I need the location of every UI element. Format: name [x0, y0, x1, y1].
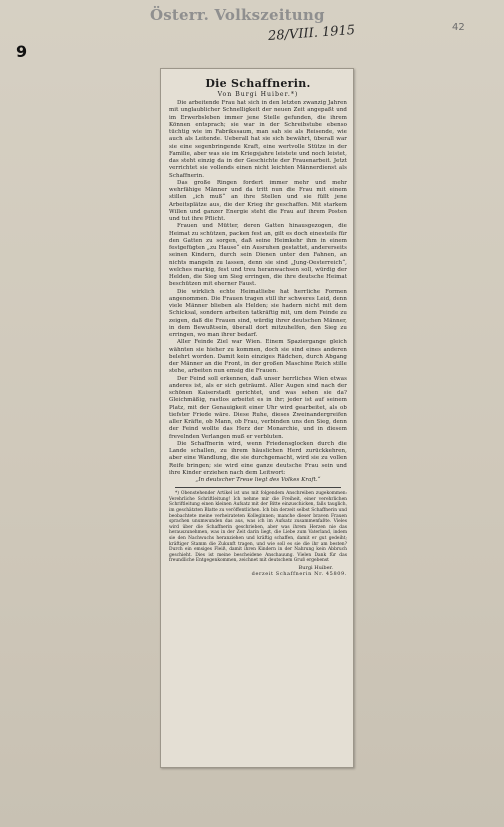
handwritten-date: 28/VIII. 1915 [267, 22, 356, 45]
article-paragraph: Das große Ringen fordert immer mehr und mehr wehrfähige Männer und da tritt nun die Frau mit einem stillen „ich muß“ an ihre Stellen und sie füllt jene Arbeitsplätze aus, die der Krieg ihr geschaffen. Mit starkem Willen und ganzer Energie steht die Frau auf ihrem Posten und tut ihre Pflicht. [169, 179, 347, 222]
article-paragraph: Die arbeitende Frau hat sich in den letzten zwanzig Jahren mit unglaublicher Schnelligkeit der neuen Zeit angepaßt und im Erwerbsleben immer jene Stelle gefunden, die ihrem Können entsprach; sie war in der Schreibstube ebenso tüchtig wie im Fabrikssaum, man sah sie als Reisende, wie auch als Leitende. Ueberall hat sie sich bewährt, überall war sie eine segenbringende Kraft, eine wertvolle Stütze in der Familie, aber was sie im Kriegsjahre leistete und noch leistet, das steht einzig da in der Geschichte der Frauenarbeit. Jetzt verrichtet sie vollends einen nicht leichten Männerdienst als Schaffnerin. [169, 100, 347, 179]
article-title: Die Schaffnerin. [205, 77, 311, 90]
article-motto: „In deutscher Treue liegt des Volkes Kraft.“ [195, 477, 321, 483]
article-byline: Von Burgi Huiber.*) [217, 91, 299, 98]
article-footnote [169, 491, 347, 564]
newspaper-masthead: Österr. Volkszeitung [150, 6, 325, 24]
signature-name: Burgi Huiber. [298, 564, 333, 571]
article-paragraph: Die Schaffnerin wird, wenn Friedensglocken durch die Lande schallen, zu ihrem häuslichen Herd zurückkehren, aber eine Wandlung, die sie durchgemacht, wird sie zu vollen Reife bringen; sie wird eine ganze deutsche Frau sein und ihre Kinder erziehen nach dem Leitwort: [169, 440, 347, 476]
footnote-text: *) Obenstehender Artikel ist uns mit folgendem Anschreiben zugekommen: Verehrliche Schriftleitung! Ich nehme mir die Freiheit, einer verehrlichen Schriftleitung einen kleinen Aufsatz mit der Bitte einzuschicken, falls tauglich, im geschätzten Blatte zu veröffentlichen. Ich bin derzeit selbst Schaffnerin und beobachtete meine verheirateten Kolleginnen; manche dieser braven Frauen sprachen unumwunden das aus, was ich im Aufsatz zusammenfaßte. Vieles wird über die Schaffnerin geschrieben, aber was ihrem Herzen nie das herauszunehmen, was in der Zeit darin liegt, die Liebe zum Vaterland, indem sie den Nachwuchs heranziehen und kräftig schaffen, damit er gut gedeiht; kräftiger Stamm die Zukunft tragen, und wie soll es sie die ihr am besten? Durch ein emsiges Fleiß, damit ihren Kindern in der Nahrung kein Abbruch geschieht. Dies ist meine bescheidene Anschauung. Vielen Dank für das freundliche Entgegenkommen, zeichnet mit deutschem Gruß ergebenst [169, 491, 347, 564]
newspaper-clipping [160, 68, 354, 768]
margin-mark: 9 [16, 42, 28, 61]
article-paragraph: Der Feind soll erkennen, daß unser herrliches Wien etwas anderes ist, als er sich geträumt. Aller Augen sind nach der schönen Kaiserstadt gerichtet, und was sehen sie da? Gleichmäßig, rastlos arbeitet es in ihr; jeder ist auf seinem Platz, mit der Genauigkeit einer Uhr wird gearbeitet, als ob tiefster Friede wäre. Diese Ruhe, dieses Zweinandergreifen aller Kräfte, ob Mann, ob Frau, verbinden uns den Sieg, denn der Feind wollte das Herz der Monarchie, und in diesem frevelnden Verlangen muß er verbluten. [169, 375, 347, 440]
article-body [169, 100, 347, 484]
article-paragraph: Die wirklich echte Heimatliebe hat herrliche Formen angenommen. Die Frauen tragen still ihr schweres Leid, denn viele Männer blieben als Helden; sie hadern nicht mit dem Schicksal, sondern arbeiten tatkräftig mit, um dem Feinde zu zeigen, daß die Frauen sind, würdig ihrer deutschen Männer, in dem Bewußtsein, überall dort mitzuhelfen, den Sieg zu erringen, wo man ihrer bedarf. [169, 288, 347, 338]
article-paragraph: Frauen und Mütter, deren Gatten hinausgezogen, die Heimat zu schützen, packen fest an, gilt es doch einesteils für den Gatten zu sorgen, daß seine Heimkehr ihm in einem festgefügten „zu Hause“ ein Ausruhen gestattet, andererseits seinen Kindern, durch sein Dienen unter den Fahnen, an nichts mangeln zu lassen, denn sie sind „Jung-Oesterreich“, welches markig, fest und treu heranwachsen soll, würdig der Helden, die Sieg um Sieg erringen, die ihre deutsche Heimat beschützen mit eherner Faust. [169, 223, 347, 288]
signature-role: derzeit Schaffnerin Nr. 45809. [251, 570, 347, 577]
divider [175, 487, 341, 488]
page-number: 42 [452, 22, 465, 33]
article-paragraph: Aller Feinde Ziel war Wien. Einem Spaziergange gleich wähnten sie hieher zu kommen, doch sie sind eines anderen belehrt worden. Damit kein einziges Rädchen, durch Abgang der Männer an die Front, in der großen Maschine Reich stille stehe, arbeiten nun emsig die Frauen. [169, 339, 347, 375]
